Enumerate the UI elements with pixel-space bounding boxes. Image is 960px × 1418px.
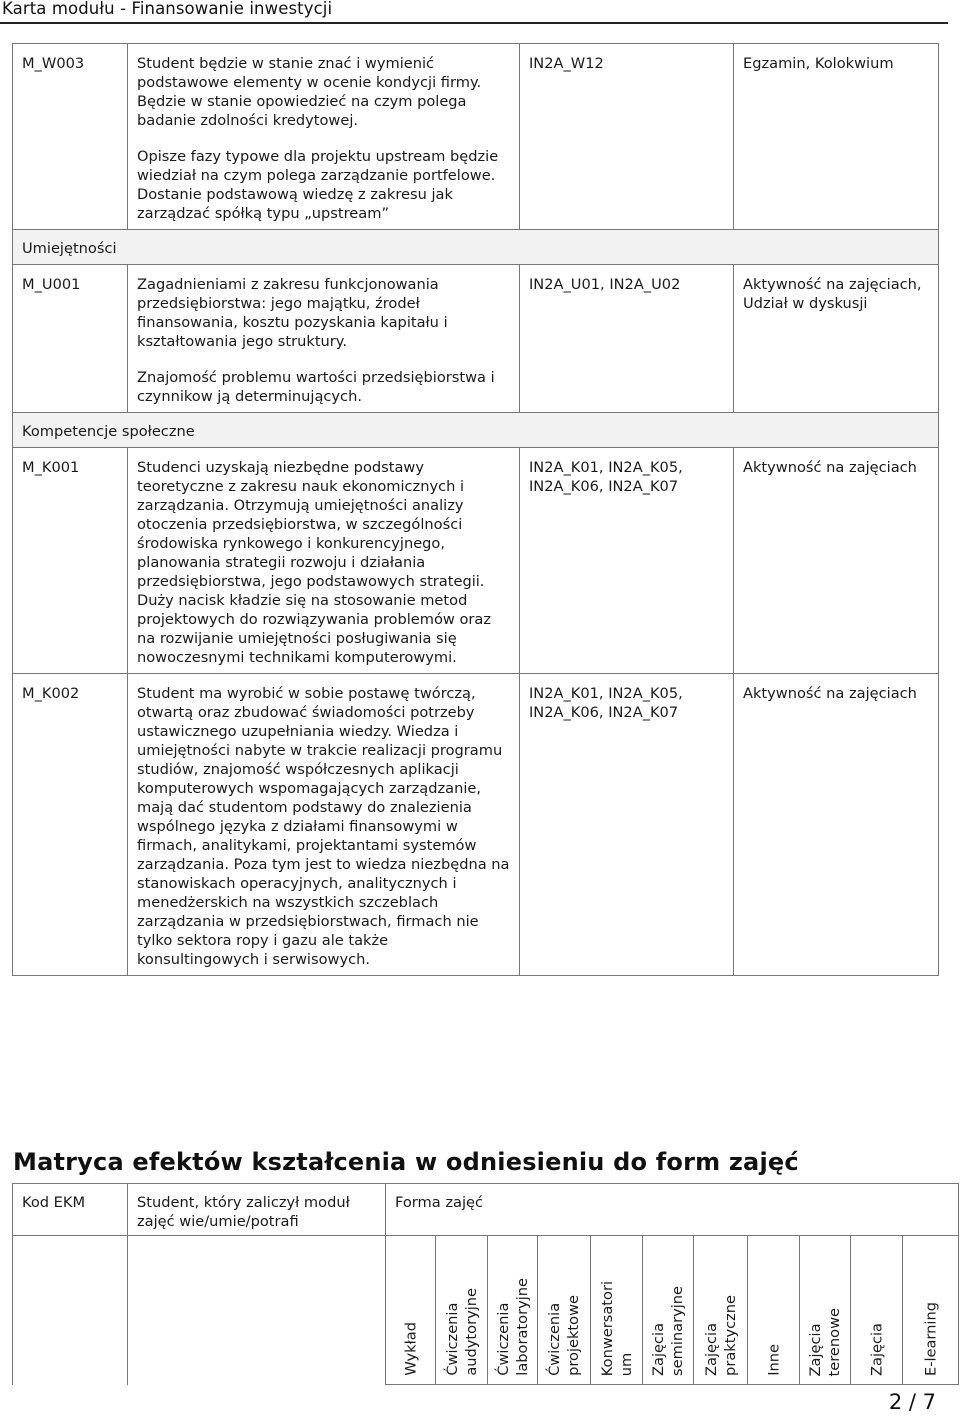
form-column-header — [643, 1236, 694, 1385]
verification-method: Aktywność na zajęciach, Udział w dyskusji — [734, 265, 939, 413]
form-column-header — [748, 1236, 800, 1385]
outcome-row — [13, 44, 939, 230]
outcome-code: M_U001 — [13, 265, 128, 413]
outcome-description — [128, 448, 520, 674]
form-label: Wykład — [402, 1322, 419, 1376]
section-social-competences: Kompetencje społeczne — [13, 413, 939, 448]
form-column-header — [436, 1236, 488, 1385]
form-label: Zajęcia terenowe — [807, 1307, 843, 1376]
outcome-paragraph: Studenci uzyskają niezbędne podstawy teoretyczne z zakresu nauk ekonomicznych i zarządzania. Otrzymują umiejętności analizy otoczenia przedsiębiorstwa, w szczególności środowiska rynkowego i konkurencyjnego, planowania strategii rozwoju i działania przedsiębiorstwa, jego podstawowych strategii. Duży nacisk kładzie się na stosowanie metod projektowych do rozwiązywania problemów oraz na rozwijanie umiejętności posługiwania się nowoczesnymi technikami komputerowymi. — [137, 459, 492, 666]
verification-method: Aktywność na zajęciach — [734, 674, 939, 976]
form-label: Ćwiczenia laboratoryjne — [494, 1278, 531, 1376]
outcome-row — [13, 448, 939, 674]
form-label: Zajęcia — [868, 1323, 885, 1376]
form-column-header — [386, 1236, 436, 1385]
form-label: Zajęcia praktyczne — [702, 1295, 739, 1376]
section-skills: Umiejętności — [13, 230, 939, 265]
form-column-header — [800, 1236, 851, 1385]
form-column-header — [694, 1236, 748, 1385]
form-column-header — [903, 1236, 959, 1385]
matrix-header-form: Forma zajęć — [386, 1184, 959, 1236]
outcome-code: M_K002 — [13, 674, 128, 976]
form-label: Konwersatori um — [598, 1280, 635, 1376]
matrix-blank-cell — [128, 1236, 386, 1385]
matrix-table — [12, 1183, 959, 1385]
outcome-row — [13, 265, 939, 413]
outcome-description — [128, 44, 520, 230]
form-column-header — [488, 1236, 538, 1385]
verification-method: Egzamin, Kolokwium — [734, 44, 939, 230]
form-label: Inne — [765, 1344, 782, 1376]
form-label: Ćwiczenia projektowe — [546, 1295, 582, 1376]
related-outcomes: IN2A_U01, IN2A_U02 — [520, 265, 734, 413]
verification-method: Aktywność na zajęciach — [734, 448, 939, 674]
outcome-description — [128, 265, 520, 413]
related-outcomes: IN2A_K01, IN2A_K05, IN2A_K06, IN2A_K07 — [520, 448, 734, 674]
matrix-blank-cell — [13, 1236, 128, 1385]
outcome-code: M_W003 — [13, 44, 128, 230]
learning-outcomes-table — [12, 43, 939, 976]
header-divider — [0, 22, 948, 24]
form-label: Ćwiczenia audytoryjne — [443, 1288, 480, 1376]
form-label: Zajęcia seminaryjne — [650, 1286, 686, 1376]
form-label: E-learning — [922, 1301, 940, 1376]
form-column-header — [538, 1236, 591, 1385]
form-column-header — [851, 1236, 903, 1385]
outcome-paragraph: Student ma wyrobić w sobie postawę twórczą, otwartą oraz zbudować świadomości potrzeby ustawicznego uzupełniania wiedzy. Wiedza i umiejętności nabyte w trakcie realizacji programu studiów, znajomość współczesnych aplikacji komputerowych wspomagających zarządzanie, mają dać studentom podstawy do znalezienia wspólnego języka z działami finansowymi w firmach, analitykami, projektantami systemów zarządzania. Poza tym jest to wiedza niezbędna na stanowiskach operacyjnych, analitycznych i menedżerskich na wszystkich szczeblach zarządzania w przedsiębiorstwach, firmach nie tylko sektora ropy i gazu ale także konsultingowych i serwisowych. — [137, 685, 510, 968]
outcome-row — [13, 674, 939, 976]
outcome-code: M_K001 — [13, 448, 128, 674]
outcome-description — [128, 674, 520, 976]
outcome-paragraph: Zagadnieniami z zakresu funkcjonowania przedsiębiorstwa: jego majątku, źrodeł finansowania, kosztu pozyskania kapitału i kształtowania jego struktury. — [137, 276, 448, 350]
page-number: 2 / 7 — [888, 1390, 936, 1414]
matrix-heading: Matryca efektów kształcenia w odniesieniu do form zajęć — [13, 1148, 799, 1176]
related-outcomes: IN2A_W12 — [520, 44, 734, 230]
module-card-title: Karta modułu - Finansowanie inwestycji — [2, 0, 333, 18]
matrix-header-student: Student, który zaliczył moduł zajęć wie/umie/potrafi — [128, 1184, 386, 1236]
outcome-paragraph: Znajomość problemu wartości przedsiębiorstwa i czynnikow ją determinujących. — [137, 369, 495, 405]
matrix-header-code: Kod EKM — [13, 1184, 128, 1236]
outcome-paragraph: Opisze fazy typowe dla projektu upstream będzie wiedział na czym polega zarządzanie portfelowe. Dostanie podstawową wiedzę z zakresu jak zarządzać spółką typu „upstream” — [137, 148, 499, 222]
form-column-header — [591, 1236, 643, 1385]
outcome-paragraph: Student będzie w stanie znać i wymienić podstawowe elementy w ocenie kondycji firmy. Będzie w stanie opowiedzieć na czym polega badanie zdolności kredytowej. — [137, 55, 482, 129]
related-outcomes: IN2A_K01, IN2A_K05, IN2A_K06, IN2A_K07 — [520, 674, 734, 976]
